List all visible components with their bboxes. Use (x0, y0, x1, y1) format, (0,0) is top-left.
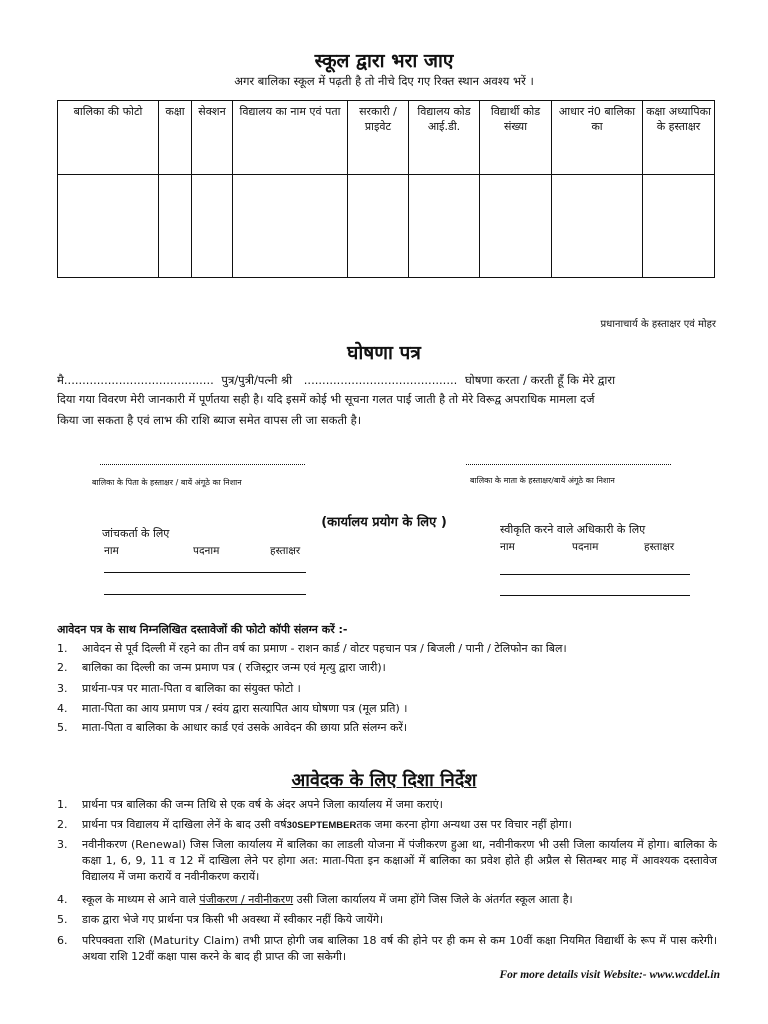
photo-cell[interactable] (58, 175, 159, 278)
father-signature-label: बालिका के पिता के हस्ताक्षर / बायें अंगूठे का निशान (92, 478, 242, 487)
document-item: 4. माता-पिता का आय प्रमाण पत्र / स्वंय द्वारा सत्यापित आय घोषणा पत्र (मूल प्रति) । (57, 702, 408, 715)
school-info-table (57, 100, 715, 278)
col-header-school-name: विद्यालय का नाम एवं पता (233, 101, 348, 175)
col-header-section: सेक्शन (192, 101, 233, 175)
principal-sign-label: प्रधानाचार्य के हस्ताक्षर एवं मोहर (600, 319, 716, 330)
document-item: 3. प्रार्थना-पत्र पर माता-पिता व बालिका का संयुक्त फोटो । (57, 682, 301, 695)
declare-text: घोषणा करता / करती हूँ कि मेरे द्वारा (464, 373, 616, 387)
col-header-aadhaar: आधार नं0 बालिका का (552, 101, 643, 175)
documents-heading: आवेदन पत्र के साथ निम्नलिखित दस्तावेजों की फोटो कॉपी संलग्न करें :- (57, 623, 348, 636)
office-use-title: (कार्यालय प्रयोग के लिए ) (321, 515, 447, 530)
school-code-cell[interactable] (409, 175, 480, 278)
document-item: 5. माता-पिता व बालिका के आधार कार्ड एवं उसके आवेदन की छाया प्रति संलग्न करें। (57, 721, 408, 734)
direction-item-2: 2. प्रार्थना पत्र विद्यालय में दाखिला लेनें के बाद उसी वर्ष30SEPTEMBERतक जमा करना होगा अन्यथा उस पर विचार नहीं होगा। (57, 818, 572, 831)
approver-designation-label: पदनाम (572, 541, 599, 553)
class-cell[interactable] (159, 175, 192, 278)
col-header-govt-private: सरकारी / प्राइवेट (348, 101, 409, 175)
parent-name-blank[interactable]: .......................................... (303, 373, 458, 387)
declaration-line-3: किया जा सकता है एवं लाभ की राशि ब्याज समेत वापस ली जा सकती है। (57, 413, 362, 427)
direction-item-5: 5. डाक द्वारा भेजे गए प्रार्थना पत्र किसी भी अवस्था में स्वीकार नहीं किये जायेंगे। (57, 913, 384, 926)
checker-designation-label: पदनाम (193, 545, 220, 557)
mother-signature-line[interactable] (466, 464, 671, 465)
checker-name-label: नाम (104, 545, 119, 557)
col-header-photo: बालिका की फोटो (58, 101, 159, 175)
direction-item-6: 6. परिपक्वता राशि (Maturity Claim) तभी प्राप्त होगी जब बालिका 18 वर्ष की होने पर ही कम से कम 10वीं कक्षा नियमित विद्यार्थी के रूप में पास करेगी। अथवा राशि 12वीं कक्षा पास करने के बाद ही प्राप्त की जा सकेगी। (57, 934, 717, 963)
col-header-student-code: विद्यार्थी कोड संख्या (480, 101, 552, 175)
declaration-title: घोषणा पत्र (347, 342, 421, 364)
registration-renewal-text: पंजीकरण / नवीनीकरण (199, 893, 294, 906)
approver-line-2[interactable] (500, 595, 690, 596)
checker-label: जांचकर्ता के लिए (102, 527, 170, 540)
school-name-cell[interactable] (233, 175, 348, 278)
direction-item-3: 3. नवीनीकरण (Renewal) जिस जिला कार्यालय में बालिका का लाडली योजना में पंजीकरण हुआ था, नवीनीकरण भी उसी जिला कार्यालय में होगा। बालिका के कक्षा 1, 6, 9, 11 व 12 में दाखिला लेने पर होगा अत: माता-पिता इन कक्षाओं में बालिका का प्रवेश होते ही अप्रैल से सितम्बर माह में आवश्यक दस्तावेज विद्यालय में जमा करायें व नवीनीकरण करायें। (57, 838, 717, 883)
father-signature-line[interactable] (100, 464, 305, 465)
section-cell[interactable] (192, 175, 233, 278)
directions-title: आवेदक के लिए दिशा निर्देश (291, 770, 477, 791)
student-code-cell[interactable] (480, 175, 552, 278)
direction-item-1: 1. प्रार्थना पत्र बालिका की जन्म तिथि से एक वर्ष के अंदर अपने जिला कार्यालय में जमा कराएं। (57, 798, 443, 811)
checker-line-1[interactable] (104, 572, 306, 573)
approver-label: स्वीकृति करने वाले अधिकारी के लिए (500, 523, 646, 536)
document-item: 1. आवेदन से पूर्व दिल्ली में रहने का तीन वर्ष का प्रमाण - राशन कार्ड / वोटर पहचान पत्र / बिजली / पानी / टेलिफोन का बिल। (57, 642, 567, 655)
col-header-teacher-sign: कक्षा अध्यापिका के हस्ताक्षर (643, 101, 715, 175)
declaration-line-1 (57, 370, 727, 390)
approver-name-label: नाम (500, 541, 515, 553)
col-header-school-code: विद्यालय कोड आई.डी. (409, 101, 480, 175)
checker-line-2[interactable] (104, 594, 306, 595)
col-header-class: कक्षा (159, 101, 192, 175)
checker-signature-label: हस्ताक्षर (270, 545, 301, 557)
mother-signature-label: बालिका के माता के हस्ताक्षर/बायें अंगूठे का निशान (470, 476, 615, 485)
approver-signature-label: हस्ताक्षर (644, 541, 675, 553)
deadline-date: 30SEPTEMBER (286, 820, 357, 831)
relation-label: पुत्र/पुत्री/पत्नी श्री (221, 373, 293, 387)
declaration-line-2: दिया गया विवरण मेरी जानकारी में पूर्णतया सही है। यदि इसमें कोई भी सूचना गलत पाई जाती है तो मेरे विरूद्व अपराधिक मामला दर्ज (57, 393, 595, 406)
aadhaar-cell[interactable] (552, 175, 643, 278)
approver-line-1[interactable] (500, 574, 690, 575)
direction-item-4: 4. स्कूल के माध्यम से आने वाले पंजीकरण / नवीनीकरण उसी जिला कार्यालय में जमा होंगे जिस जिले के अंतर्गत स्कूल आता है। (57, 893, 573, 906)
document-item: 2. बालिका का दिल्ली का जन्म प्रमाण पत्र ( रजिस्ट्रार जन्म एवं मृत्यु द्वारा जारी)। (57, 661, 386, 674)
declarant-name-blank[interactable]: मै......................................... (57, 373, 214, 387)
school-section-title: स्कूल द्वारा भरा जाए (314, 50, 454, 72)
footer-website-note: For more details visit Website:- www.wcddel.in (499, 969, 720, 981)
govt-private-cell[interactable] (348, 175, 409, 278)
school-section-subtitle: अगर बालिका स्कूल में पढ़ती है तो नीचे दिए गए रिक्त स्थान अवश्य भरें । (234, 74, 534, 88)
teacher-sign-cell[interactable] (643, 175, 715, 278)
